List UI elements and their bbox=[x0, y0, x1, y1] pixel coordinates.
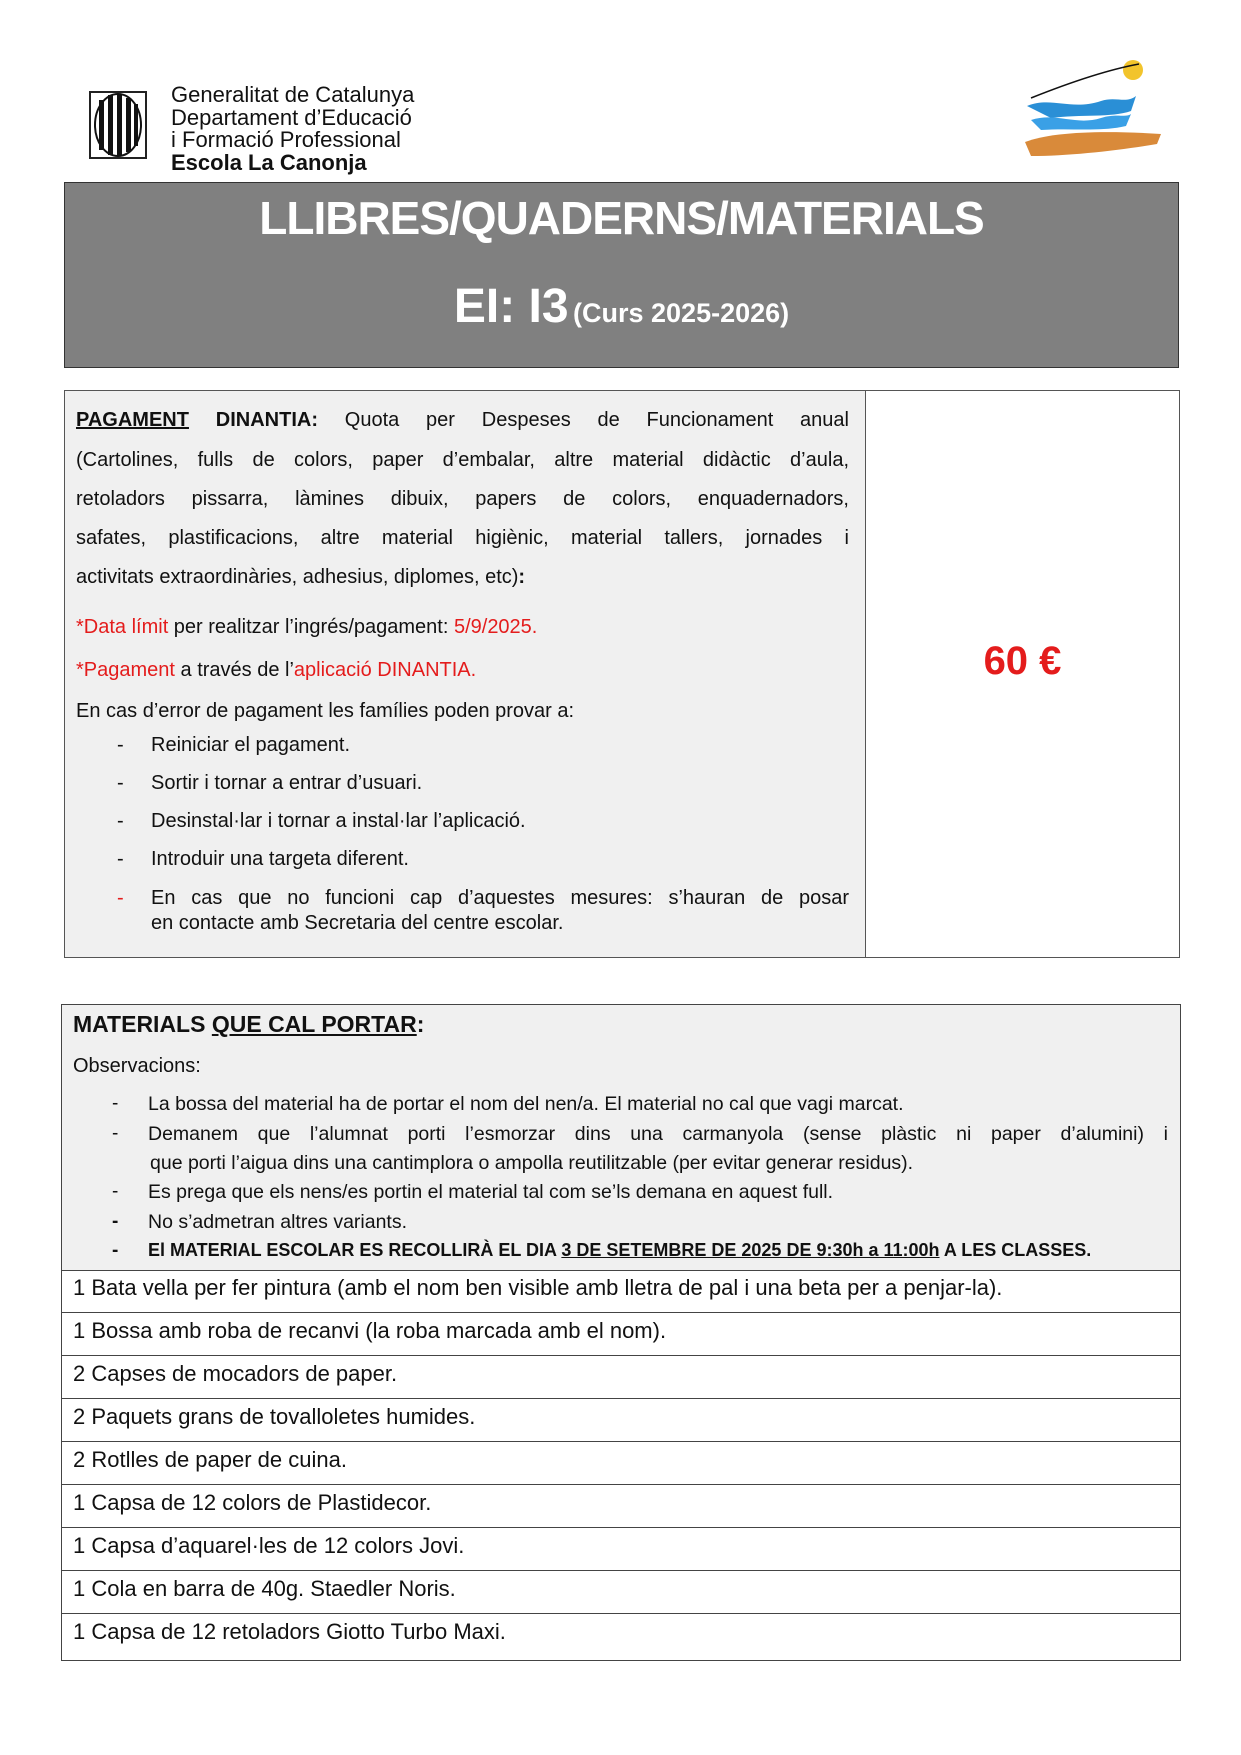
error-step: en contacte amb Secretaria del centre escolar. bbox=[151, 912, 564, 934]
error-step: Reiniciar el pagament. bbox=[151, 734, 350, 756]
material-item: 1 Capsa de 12 colors de Plastidecor. bbox=[62, 1485, 1180, 1528]
collection-place: A LES CLASSES. bbox=[939, 1240, 1092, 1260]
bullet-dash: - bbox=[112, 1211, 119, 1232]
material-item: 1 Bata vella per fer pintura (amb el nom ben visible amb lletra de pal i una beta per a penjar-la). bbox=[62, 1270, 1180, 1313]
material-item: 2 Capses de mocadors de paper. bbox=[62, 1356, 1180, 1399]
observation-note: Demanem que l’alumnat porti l’esmorzar dins una carmanyola (sense plàstic ni paper d’alumini) i bbox=[148, 1123, 1168, 1145]
page-subtitle bbox=[65, 279, 1178, 334]
error-step: Sortir i tornar a entrar d’usuari. bbox=[151, 772, 423, 794]
level-label: EI: I3 bbox=[453, 280, 569, 333]
materials-title-colon: : bbox=[416, 1011, 425, 1037]
generalitat-logo bbox=[88, 90, 148, 160]
payment-intro-line: retoladors pissarra, làmines dibuix, papers de colors, enquadernadors, bbox=[76, 488, 849, 510]
method-label: *Pagament bbox=[76, 659, 175, 681]
payment-method bbox=[76, 659, 849, 682]
payment-intro-line: (Cartolines, fulls de colors, paper d’embalar, altre material didàctic d’aula, bbox=[76, 449, 849, 471]
payment-deadline bbox=[76, 616, 849, 639]
letterhead-line: Generalitat de Catalunya bbox=[171, 82, 415, 107]
observations-label: Observacions: bbox=[73, 1055, 201, 1077]
materials-table bbox=[61, 1004, 1181, 1661]
error-step: Desinstal·lar i tornar a instal·lar l’aplicació. bbox=[151, 810, 526, 832]
bullet-dash: - bbox=[117, 848, 124, 870]
bullet-dash: - bbox=[117, 734, 124, 756]
materials-title-underlined: QUE CAL PORTAR bbox=[211, 1011, 417, 1037]
payment-text: Quota per Despeses de Funcionament anual bbox=[344, 409, 849, 431]
error-step: Introduir una targeta diferent. bbox=[151, 848, 409, 870]
deadline-text: per realitzar l’ingrés/pagament: bbox=[168, 616, 454, 638]
error-intro: En cas d’error de pagament les famílies poden provar a: bbox=[76, 700, 575, 722]
collection-notice bbox=[148, 1240, 1168, 1261]
payment-label-rest: DINANTIA: bbox=[215, 409, 318, 431]
payment-label: PAGAMENT bbox=[76, 409, 189, 431]
course-label: (Curs 2025-2026) bbox=[573, 298, 790, 328]
material-item: 1 Cola en barra de 40g. Staedler Noris. bbox=[62, 1571, 1180, 1614]
school-logo bbox=[1021, 56, 1166, 156]
materials-title bbox=[73, 1011, 424, 1038]
method-app: aplicació DINANTIA. bbox=[293, 659, 477, 681]
materials-title-text: MATERIALS bbox=[73, 1011, 212, 1037]
observation-note: No s’admetran altres variants. bbox=[148, 1211, 408, 1233]
observation-note: Es prega que els nens/es portin el material tal com se’ls demana en aquest full. bbox=[148, 1181, 834, 1203]
payment-intro-line bbox=[76, 409, 849, 432]
bullet-dash: - bbox=[112, 1181, 119, 1202]
school-name: Escola La Canonja bbox=[171, 149, 367, 175]
collection-date: 3 DE SETEMBRE DE 2025 DE 9:30h a 11:00h bbox=[561, 1240, 940, 1260]
material-item: 1 Bossa amb roba de recanvi (la roba marcada amb el nom). bbox=[62, 1313, 1180, 1356]
payment-text: activitats extraordinàries, adhesius, diplomes, etc) bbox=[76, 566, 519, 588]
payment-intro-line: safates, plastificacions, altre material higiènic, material tallers, jornades i bbox=[76, 527, 849, 549]
bullet-dash: - bbox=[117, 810, 124, 832]
deadline-label: *Data límit bbox=[76, 616, 169, 638]
deadline-date: 5/9/2025. bbox=[453, 616, 538, 638]
payment-colon: : bbox=[518, 566, 526, 588]
payment-intro-line bbox=[76, 566, 849, 589]
document-header bbox=[64, 182, 1179, 368]
bullet-dash: - bbox=[112, 1240, 119, 1261]
bullet-dash: - bbox=[112, 1123, 119, 1144]
payment-amount-cell bbox=[866, 391, 1179, 957]
method-text: a través de l’ bbox=[174, 659, 294, 681]
page-title: LLIBRES/QUADERNS/MATERIALS bbox=[259, 192, 984, 244]
payment-amount: 60 € bbox=[983, 639, 1062, 683]
bullet-dash: - bbox=[117, 772, 124, 794]
payment-table bbox=[64, 390, 1180, 958]
material-item: 2 Rotlles de paper de cuina. bbox=[62, 1442, 1180, 1485]
letterhead-line: Departament d’Educació bbox=[171, 104, 412, 130]
collection-text: El MATERIAL ESCOLAR ES RECOLLIRÀ EL DIA bbox=[148, 1240, 562, 1260]
materials-header bbox=[62, 1005, 1180, 1271]
bullet-dash: - bbox=[117, 887, 124, 909]
letterhead-text bbox=[171, 84, 414, 174]
material-item: 1 Capsa d’aquarel·les de 12 colors Jovi. bbox=[62, 1528, 1180, 1571]
error-step: En cas que no funcioni cap d’aquestes mesures: s’hauran de posar bbox=[151, 887, 849, 909]
observation-note: que porti l’aigua dins una cantimplora o ampolla reutilitzable (per evitar generar residus). bbox=[150, 1152, 914, 1174]
bullet-dash: - bbox=[112, 1093, 119, 1114]
material-item: 1 Capsa de 12 retoladors Giotto Turbo Maxi. bbox=[73, 1619, 506, 1644]
material-item: 2 Paquets grans de tovalloletes humides. bbox=[62, 1399, 1180, 1442]
observation-note: La bossa del material ha de portar el nom del nen/a. El material no cal que vagi marcat. bbox=[148, 1093, 904, 1115]
payment-details bbox=[65, 391, 866, 957]
letterhead-line: i Formació Professional bbox=[171, 127, 401, 152]
